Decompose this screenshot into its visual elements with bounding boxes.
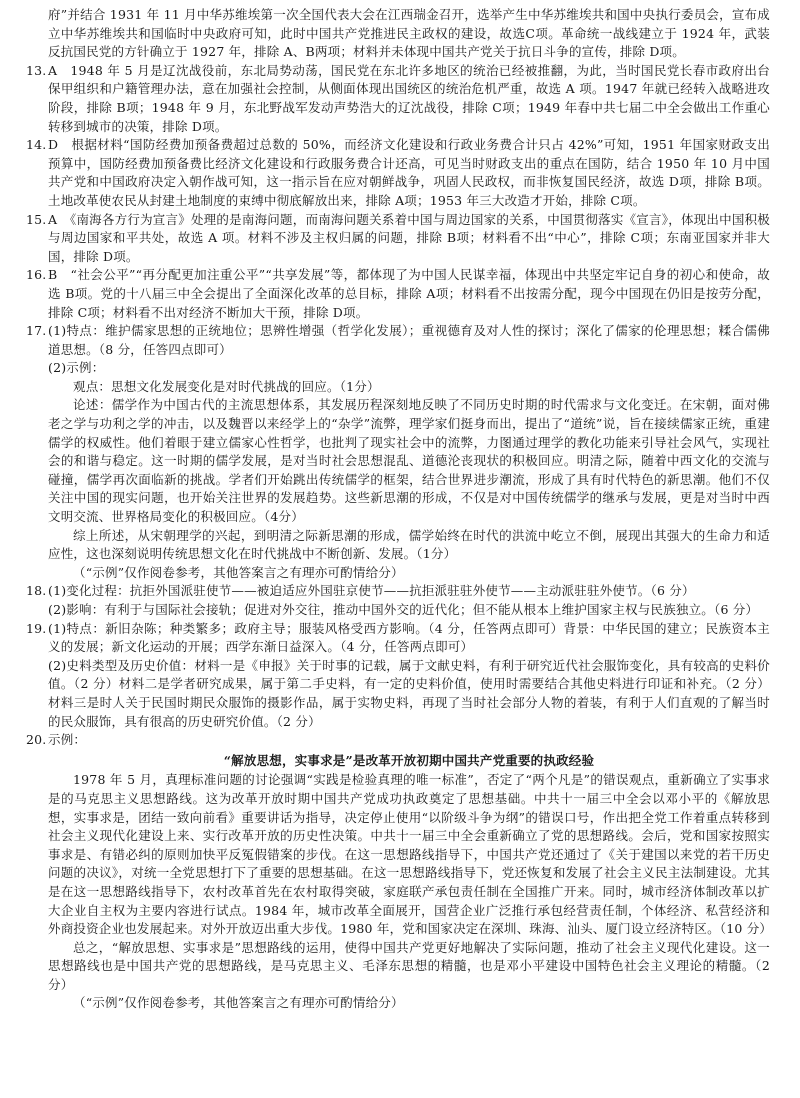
question-number: 18. — [26, 583, 47, 599]
answer-14 — [26, 136, 770, 210]
answer-18-part1 — [26, 582, 770, 601]
answer-17-part1 — [26, 322, 770, 359]
answer-text: B “社会公平”“再分配更加注重公平”“共享发展”等，都体现了为中国人民谋幸福，体现出中共坚定牢记自身的初心和使命，故选 B项。党的十八届三中全会提出了全面深化改革的总目标，排除 A项；材料看不出按需分配，现今中国现在仍旧是按劳分配，排除 C项；材料看不出对经济不断加大干预，排除 D项。 — [48, 267, 770, 320]
question-number: 14. — [26, 137, 47, 153]
answer-20-conclusion: 总之，“解放思想、实事求是”思想路线的运用，使得中国共产党更好地解决了实际问题，推动了社会主义现代化建设。这一思想路线也是中国共产党的思想路线，是马克思主义、毛泽东思想的精髓，也是邓小平建设中国特色社会主义理论的精髓。（2 分） — [48, 939, 770, 992]
answer-20-essay-title: “解放思想，实事求是”是改革开放初期中国共产党重要的执政经验 — [223, 752, 595, 768]
answer-18-part2: (2)影响：有利于与国际社会接轨；促进对外交往，推动中国外交的近代化；但不能从根本上维护国家主权与民族独立。（6 分） — [48, 602, 759, 617]
question-number: 20. — [26, 732, 47, 748]
answer-text: (1)特点：新旧杂陈；种类繁多；政府主导；服装风格受西方影响。（4 分，任答两点即可）背景：中华民国的建立；民族资本主义的发展；新文化运动的开展；西学东渐日益深入。（4 分，任答两点即可） — [48, 620, 770, 655]
answer-13 — [26, 62, 770, 136]
answer-17-note: （“示例”仅作阅卷参考，其他答案言之有理亦可酌情给分） — [73, 564, 404, 580]
answer-19-part1 — [26, 620, 770, 657]
answer-text: D 根据材料“国防经费加预备费超过总数的 50%，而经济文化建设和行政业务费合计只占 42%”可知，1951 年国家财政支出预算中，国防经费加预备费比经济文化建设和行政服务费合计还高，可见当时财政支出的重点在国防，结合 1950 年 10 月中国共产党和中国政府决定入朝作战可知，这一指示旨在应对朝鲜战争，巩固人民政权，而非恢复国民经济，故选 D项，排除 B项。土地改革使农民从封建土地制度的束缚中彻底解放出来，排除 A项；1953 年三大改造才开始，排除 C项。 — [48, 137, 770, 208]
answer-text: A 1948 年 5 月是辽沈战役前，东北局势动荡，国民党在东北许多地区的统治已经被推翻，为此，当时国民党长春市政府出台保甲组织和户籍管理办法，意在加强社会控制，从侧面体现出国统区的统治危机严重，故选 A 项。1947 年就已经转入战略进攻阶段，排除 B项；1948 年 9 月，东北野战军发动声势浩大的辽沈战役，排除 C项；1949 年春中共七届二中全会做出工作重心转移到城市的决策，排除 D项。 — [48, 62, 770, 134]
answer-19-part2: (2)史料类型及历史价值：材料一是《申报》关于时事的记载，属于文献史料，有利于研究近代社会服饰变化，具有较高的史料价值。（2 分）材料二是学者研究成果，属于第二手史料，有一定的史料价值，使用时需要结合其他史料进行印证和补充。（2 分）材料三是时人关于民国时期民众服饰的摄影作品，属于实物史料，再现了当时社会部分人物的着装，有利于人们直观的了解当时的民众服饰，具有很高的历史研究价值。（2 分） — [48, 657, 770, 729]
question-number: 15. — [26, 211, 47, 227]
answer-20-label — [26, 731, 770, 750]
answer-17-viewpoint: 观点：思想文化发展变化是对时代挑战的回应。（1分） — [73, 378, 380, 394]
answer-text: 示例： — [48, 732, 87, 748]
answer-text: (1)变化过程：抗拒外国派驻使节——被迫适应外国驻京使节——抗拒派驻驻外使节——主动派驻驻外使节。（6 分） — [48, 583, 695, 599]
answer-16 — [26, 266, 770, 322]
answer-15 — [26, 211, 770, 267]
answer-17-conclusion: 综上所述，从宋朝理学的兴起，到明清之际新思潮的形成，儒学始终在时代的洪流中屹立不倒，展现出其强大的生命力和适应性，这也深刻说明传统思想文化在时代挑战中不断创新、发展。（1分） — [48, 527, 770, 562]
question-number: 17. — [26, 323, 47, 339]
question-number: 19. — [26, 620, 47, 636]
question-number: 13. — [26, 62, 47, 78]
answer-17-part2-label: (2)示例： — [48, 360, 105, 376]
answer-20-body: 1978 年 5 月，真理标准问题的讨论强调“实践是检验真理的唯一标准”，否定了“两个凡是”的错误观点，重新确立了实事求是的马克思主义思想路线。这为改革开放时期中国共产党成功执政奠定了思想基础。中共十一届三中全会以邓小平的《解放思想，实事求是，团结一致向前看》重要讲话为指导，决定停止使用“以阶级斗争为纲”的错误口号，作出把全党工作着重点转移到社会主义现代化建设上来、实行改革开放的历史性决策。中共十一届三中全会重新确立了党的思想路线。会后，党和国家按照实事求是、有错必纠的原则加快平反冤假错案的步伐。在这一思想路线指导下，中国共产党还通过了《关于建国以来党的若干历史问题的决议》，对统一全党思想打下了重要的思想基础。在这一思想路线指导下，党还恢复和发展了社会主义民主法制建设。尤其是在这一思想路线指导下，农村改革首先在农村取得突破，家庭联产承包责任制在全国推广开来。同时，城市经济体制改革以扩大企业自主权为主要内容进行试点。1984 年，城市改革全面展开，国营企业广泛推行承包经营责任制，个体经济、私营经济和外商投资企业也发展起来。对外开放迈出重大步伐。1980 年，党和国家决定在深圳、珠海、汕头、厦门设立经济特区。（10 分） — [48, 772, 773, 937]
continued-answer-12: 府”并结合 1931 年 11 月中华苏维埃第一次全国代表大会在江西瑞金召开，选举产生中华苏维埃共和国中央执行委员会，宣布成立中华苏维埃共和国临时中央政府可知，此时中国共产党推进民主政权的建设，故选C项。革命统一战线建立于 1924 年，武装反抗国民党的方针确立于 1927 年，排除 A、B两项；材料并未体现中国共产党关于抗日斗争的宣传，排除 D项。 — [48, 7, 770, 60]
answer-20-note: （“示例”仅作阅卷参考，其他答案言之有理亦可酌情给分） — [73, 995, 404, 1011]
question-number: 16. — [26, 267, 47, 283]
answer-text: (1)特点：维护儒家思想的正统地位；思辨性增强（哲学化发展）；重视德育及对人性的探讨；深化了儒家的伦理思想；糅合儒佛道思想。（8 分，任答四点即可） — [48, 323, 770, 357]
answer-17-argument: 论述：儒学作为中国古代的主流思想体系，其发展历程深刻地反映了不同历史时期的时代需求与文化变迁。在宋朝，面对佛老之学与功利之学的冲击，以及魏晋以来经学上的“杂学”流弊，理学家们挺身而出，提出了“道统”说，旨在接续儒家正统，重建儒学的权威性。他们着眼于建立儒家心性哲学，也批判了现实社会中的流弊，力图通过理学的教化功能来引导社会风气，实现社会的和谐与稳定。这一时期的儒学发展，是对当时社会思想混乱、道德沦丧现状的积极回应。明清之际，随着中西文化的交流与碰撞，儒学再次面临新的挑战。学者们开始跳出传统儒学的框架，结合世界进步潮流，形成了具有时代特色的新思潮。他们不仅关注中国的现实问题，也开始关注世界的发展趋势。这些新思潮的形成，不仅是对中国传统儒学的继承与发展，更是对当时中西文明交流、世界格局变化的积极回应。（4分） — [48, 397, 770, 525]
answer-text: A 《南海各方行为宣言》处理的是南海问题，而南海问题关系着中国与周边国家的关系，中国贯彻落实《宣言》，体现出中国积极与周边国家和平共处，故选 A 项。材料不涉及主权归属的问题，排除 B项；材料看不出“中心”，排除 C项；东南亚国家并非大国，排除 D项。 — [48, 211, 770, 264]
